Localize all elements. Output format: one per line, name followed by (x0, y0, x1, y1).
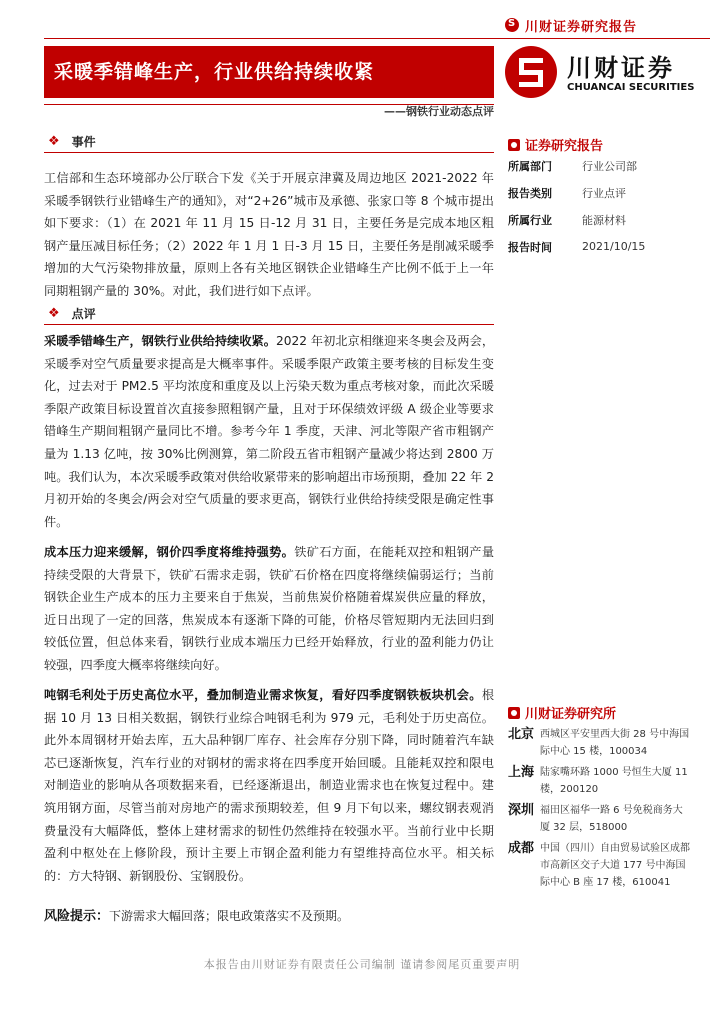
office-city: 深圳 (508, 803, 535, 818)
info-row-category (508, 179, 708, 206)
institute-mark-icon (508, 707, 520, 719)
brand-name-cn: 川财证券 (567, 54, 675, 82)
page-title: 采暖季错峰生产，行业供给持续收紧 (54, 61, 375, 83)
brand-logo-icon (505, 46, 557, 98)
paragraph-2-lead: 成本压力迎来缓解，钢价四季度将维持强势。 (44, 545, 295, 559)
office-address: 西城区平安里西大街 28 号中海国际中心 15 楼，100034 (540, 729, 690, 757)
paragraph-3-lead: 吨钢毛利处于历史高位水平，叠加制造业需求恢复，看好四季度钢铁板块机会。 (44, 688, 482, 702)
office-city: 北京 (508, 727, 535, 742)
comment-paragraph-1 (44, 330, 494, 533)
section-comment-divider (44, 324, 494, 325)
section-event-divider (44, 152, 494, 153)
info-label: 所属部门 (508, 159, 552, 173)
info-row-industry (508, 206, 708, 233)
section-event-title: 事件 (71, 135, 96, 149)
sidebar-institute-heading (508, 703, 708, 722)
office-shanghai (508, 764, 708, 798)
office-address: 中国（四川）自由贸易试验区成都市高新区交子大道 177 号中海国际中心 B 座 17 楼，610041 (540, 843, 690, 888)
info-row-department (508, 152, 708, 179)
top-divider (44, 38, 710, 39)
paragraph-1-lead: 采暖季错峰生产，钢铁行业供给持续收紧。 (44, 334, 276, 348)
brand-logo (505, 44, 710, 108)
sidebar-report-title: 证券研究报告 (525, 139, 604, 154)
diamond-icon: ❖ (48, 134, 60, 149)
info-value: 行业点评 (582, 186, 626, 200)
section-comment-title: 点评 (71, 307, 96, 321)
office-beijing (508, 726, 708, 760)
office-city: 成都 (508, 841, 535, 856)
event-paragraph: 工信部和生态环境部办公厅联合下发《关于开展京津冀及周边地区 2021-2022 年采暖季钢铁行业错峰生产的通知》，对“2+26”城市及承德、张家口等 8 个城市提出如下要求：（1）在 2021 年 11 月 15 日-12 月 31 日，主要任务是完成本地区粗钢产量压减目标任务；（2）2022 年 1 月 1 日-3 月 15 日，主要任务是削减采暖季增加的大气污染物排放量，原则上各有关地区钢铁企业错峰生产比例不低于上一年同期粗钢产量的 30%。对此，我们进行如下点评。 (44, 171, 494, 298)
paragraph-2-body: 铁矿石方面，在能耗双控和粗钢产量持续受限的大背景下，铁矿石需求走弱，铁矿石价格在四度将继续偏弱运行；当前钢铁企业生产成本的压力主要来自于焦炭，当前焦炭价格随着煤炭供应量的释放，近日出现了一定的回落，焦炭成本有逐渐下降的可能，价格尽管短期内无法回归到较低位置，但总体来看，钢铁行业成本端压力已经开始释放，行业的盈利能力仍让较强，四季度大概率将继续向好。 (44, 545, 495, 672)
info-value: 行业公司部 (582, 159, 637, 173)
sidebar-institute-title: 川财证券研究所 (525, 707, 617, 722)
header-tag-text: 川财证券研究报告 (525, 19, 638, 35)
section-comment-heading (48, 305, 494, 322)
section-event-heading (48, 133, 494, 150)
office-chengdu (508, 840, 708, 891)
page-footer: 本报告由川财证券有限责任公司编制 谨请参阅尾页重要声明 (203, 958, 521, 971)
office-list (508, 726, 708, 891)
header-tag (505, 14, 710, 36)
office-address: 福田区福华一路 6 号免税商务大厦 32 层，518000 (540, 805, 683, 833)
paragraph-1-body: 2022 年初北京相继迎来冬奥会及两会，采暖季对空气质量要求提高是大概率事件。采暖季限产政策主要考核的目标发生变化，过去对于 PM2.5 平均浓度和重度及以上污染天数为重点考核对象，而此次采暖季限产政策目标设置首次直接参照粗钢产量，且对于环保绩效评级 A 级企业等要求错峰生产期间粗钢产量同比不增。参考今年 1 季度，天津、河北等限产省市粗钢产量为 1.13 亿吨，按 30%比例测算，第二阶段五省市粗钢产量减少将达到 2800 万吨。我们认为，本次采暖季政策对供给收紧带来的影响超出市场预期，叠加 22 年 2 月初开始的冬奥会/两会对空气质量的要求更高，钢铁行业供给持续受限是确定性事件。 (44, 334, 495, 529)
title-banner (44, 46, 494, 98)
info-row-date (508, 233, 708, 260)
info-value: 能源材料 (582, 213, 626, 227)
info-value: 2021/10/15 (582, 240, 646, 253)
brand-mini-icon (505, 18, 519, 32)
risk-note (44, 905, 494, 924)
office-address: 陆家嘴环路 1000 号恒生大厦 11 楼，200120 (540, 767, 688, 795)
office-shenzhen (508, 802, 708, 836)
comment-paragraph-3 (44, 684, 494, 887)
report-mark-icon (508, 139, 520, 151)
risk-text: 下游需求大幅回落；限电政策落实不及预期。 (109, 909, 350, 923)
page-subtitle: ——钢铁行业动态点评 (384, 105, 494, 118)
office-city: 上海 (508, 765, 535, 780)
brand-name-en: CHUANCAI SECURITIES (567, 82, 695, 93)
risk-label: 风险提示： (44, 909, 110, 924)
diamond-icon: ❖ (48, 306, 60, 321)
report-info-list (508, 152, 708, 260)
info-label: 报告类别 (508, 186, 552, 200)
info-label: 所属行业 (508, 213, 552, 227)
comment-paragraph-2 (44, 541, 494, 677)
info-label: 报告时间 (508, 240, 552, 254)
paragraph-3-body: 根据 10 月 13 日相关数据，钢铁行业综合吨钢毛利为 979 元，毛利处于历史高位。此外本周钢材开始去库，五大品种钢厂库存、社会库存分别下降，同时随着汽车缺芯已逐渐恢复，汽车行业的对钢材的需求将在四季度开始回暖。且能耗双控和限电对制造业的影响从各项数据来看，已经逐渐退出，制造业需求也在恢复过程中。建筑用钢方面，尽管当前对房地产的需求预期较差，但 9 月下旬以来，螺纹钢表观消费量没有大幅降低，整体上建材需求的韧性仍然维持在较强水平。当前行业中长期盈利中枢处在上修阶段，预计主要上市钢企盈利能力有望维持高位水平。相关标的：方大特钢、新钢股份、宝钢股份。 (44, 688, 494, 883)
